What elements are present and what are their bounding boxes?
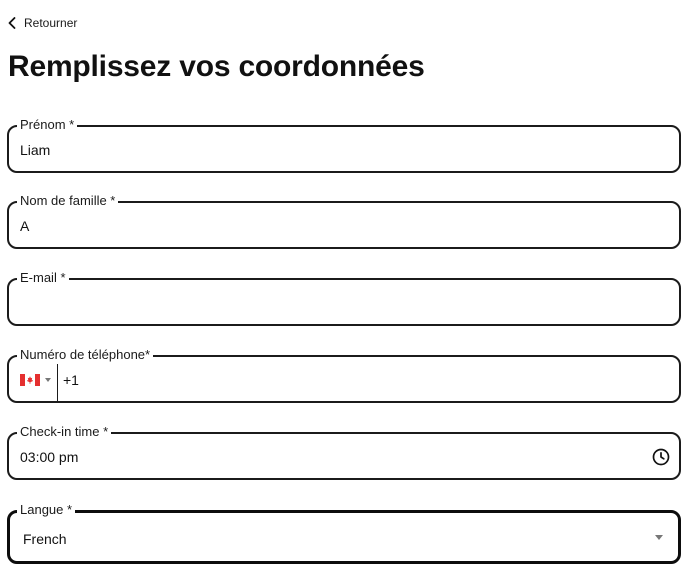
chevron-down-icon[interactable] bbox=[655, 535, 663, 540]
phone-divider bbox=[57, 364, 58, 403]
language-label: Langue * bbox=[17, 502, 75, 518]
checkin-time-field[interactable] bbox=[7, 424, 681, 480]
language-select[interactable] bbox=[7, 502, 681, 564]
language-value: French bbox=[23, 531, 67, 547]
chevron-left-icon bbox=[8, 17, 16, 29]
first-name-value[interactable]: Liam bbox=[20, 142, 51, 158]
last-name-field[interactable] bbox=[7, 193, 681, 249]
canada-flag-icon bbox=[20, 374, 40, 386]
checkin-time-label: Check-in time * bbox=[17, 424, 111, 440]
clock-icon[interactable] bbox=[652, 448, 670, 466]
country-selector[interactable] bbox=[20, 374, 51, 386]
phone-label: Numéro de téléphone* bbox=[17, 347, 153, 363]
last-name-value[interactable]: A bbox=[20, 218, 30, 234]
email-label: E-mail * bbox=[17, 270, 69, 286]
first-name-label: Prénom * bbox=[17, 117, 77, 133]
first-name-field[interactable] bbox=[7, 117, 681, 173]
checkin-time-value[interactable]: 03:00 pm bbox=[20, 449, 79, 465]
back-button[interactable] bbox=[8, 14, 77, 32]
back-label: Retourner bbox=[24, 16, 78, 30]
phone-field[interactable] bbox=[7, 347, 681, 403]
page-title: Remplissez vos coordonnées bbox=[8, 50, 425, 83]
caret-down-icon bbox=[45, 378, 51, 382]
phone-dial-code[interactable]: +1 bbox=[63, 372, 79, 388]
email-field[interactable] bbox=[7, 270, 681, 326]
last-name-label: Nom de famille * bbox=[17, 193, 118, 209]
